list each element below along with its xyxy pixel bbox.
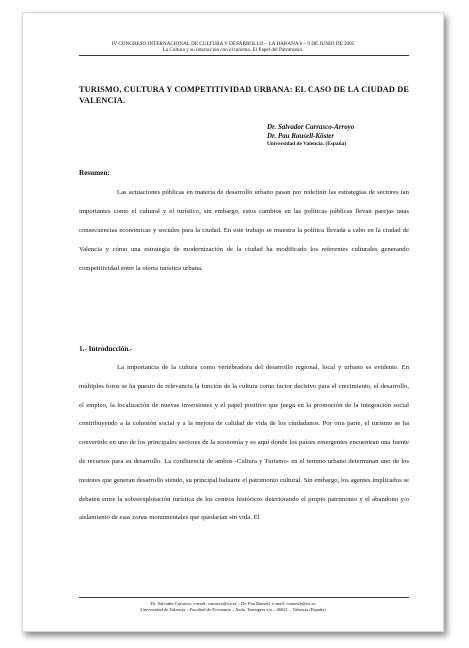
header-divider [79,55,409,56]
author-name-1: Dr. Salvador Carrasco-Arroyo [267,123,355,131]
abstract-text: Las actuaciones públicas en materia de desarrollo urbano pasan por redefinir las estrategias de sectores tan importantes como el cultural y el turístico, sin embargo, estos cambios en las políticas públicas llevan parejas unas consecuencias económicas y sociales para la ciudad. En este trabajo se muestra la política llevada a cabo en la ciudad de Valencia y cómo una estrategia de modernización de la ciudad ha modificado los referentes culturales generando competitividad entre la oferta turística urbana. [79,189,409,272]
running-header-conference: IV CONGRESO INTERNACIONAL DE CULTURA Y DESARROLLO – LA HABANA 6 – 9 DE JUNIO DE 2005 [111,41,355,47]
introduction-text: La importancia de la cultura como vertebradora del desarrollo regional, local y urbano es evidente. En múltiples foros se ha puesto de relevancia la función de la cultura como factor decisivo para el crecimiento, el desarrollo, el empleo, la localización de nuevas inversiones y el papel positivo que juega en la promoción de la integración social contribuyendo a la cohesión social y a la mejora de calidad de vida de los ciudadanos. Por otra parte, el turismo se ha convertido en uno de los principales sectores de la economía y es aquí donde los países emergentes encuentran una fuente de recursos para su desarrollo. La confluencia de ambos -Cultura y Turismo- en el terreno urbano determinan uno de los motores que generan desarrollo siendo, su principal baluarte el patrimonio cultural. Sin embargo, los agentes implicados se debaten entre la sobreexplotación turística de los centros históricos deteriorando el propio patrimonio y el abandono y/o aislamiento de esas zonas monumentales que quedarían sin vida. El [79,364,409,522]
abstract-heading: Resumen: [79,169,110,177]
running-header-theme: La Cultura y su interacción con el turismo. El Papel del Patrimonio. [162,47,304,53]
footer-contacts: Dr. Salvador Carrasco. e-mail: carrasco@uv.es – Dr. Pau Rausell. e-mail: rconesib@uv.es [150,601,316,606]
author-affiliation: Universidad de Valencia. (España) [267,141,347,147]
introduction-heading: 1.- Introducción.- [79,345,133,353]
paper-title: TURISMO, CULTURA Y COMPETITIVIDAD URBANA: EL CASO DE LA CIUDAD DE VALENCIA. [79,85,409,105]
document-page [22,12,444,632]
footer-address: Universidad de Valencia – Facultad de Economía – Avda. Tarongers s/n – 46021 – Valencia (España) [140,607,326,612]
footer-divider [79,597,409,598]
author-name-2: Dr. Pau Rausell-Köster [267,132,335,140]
